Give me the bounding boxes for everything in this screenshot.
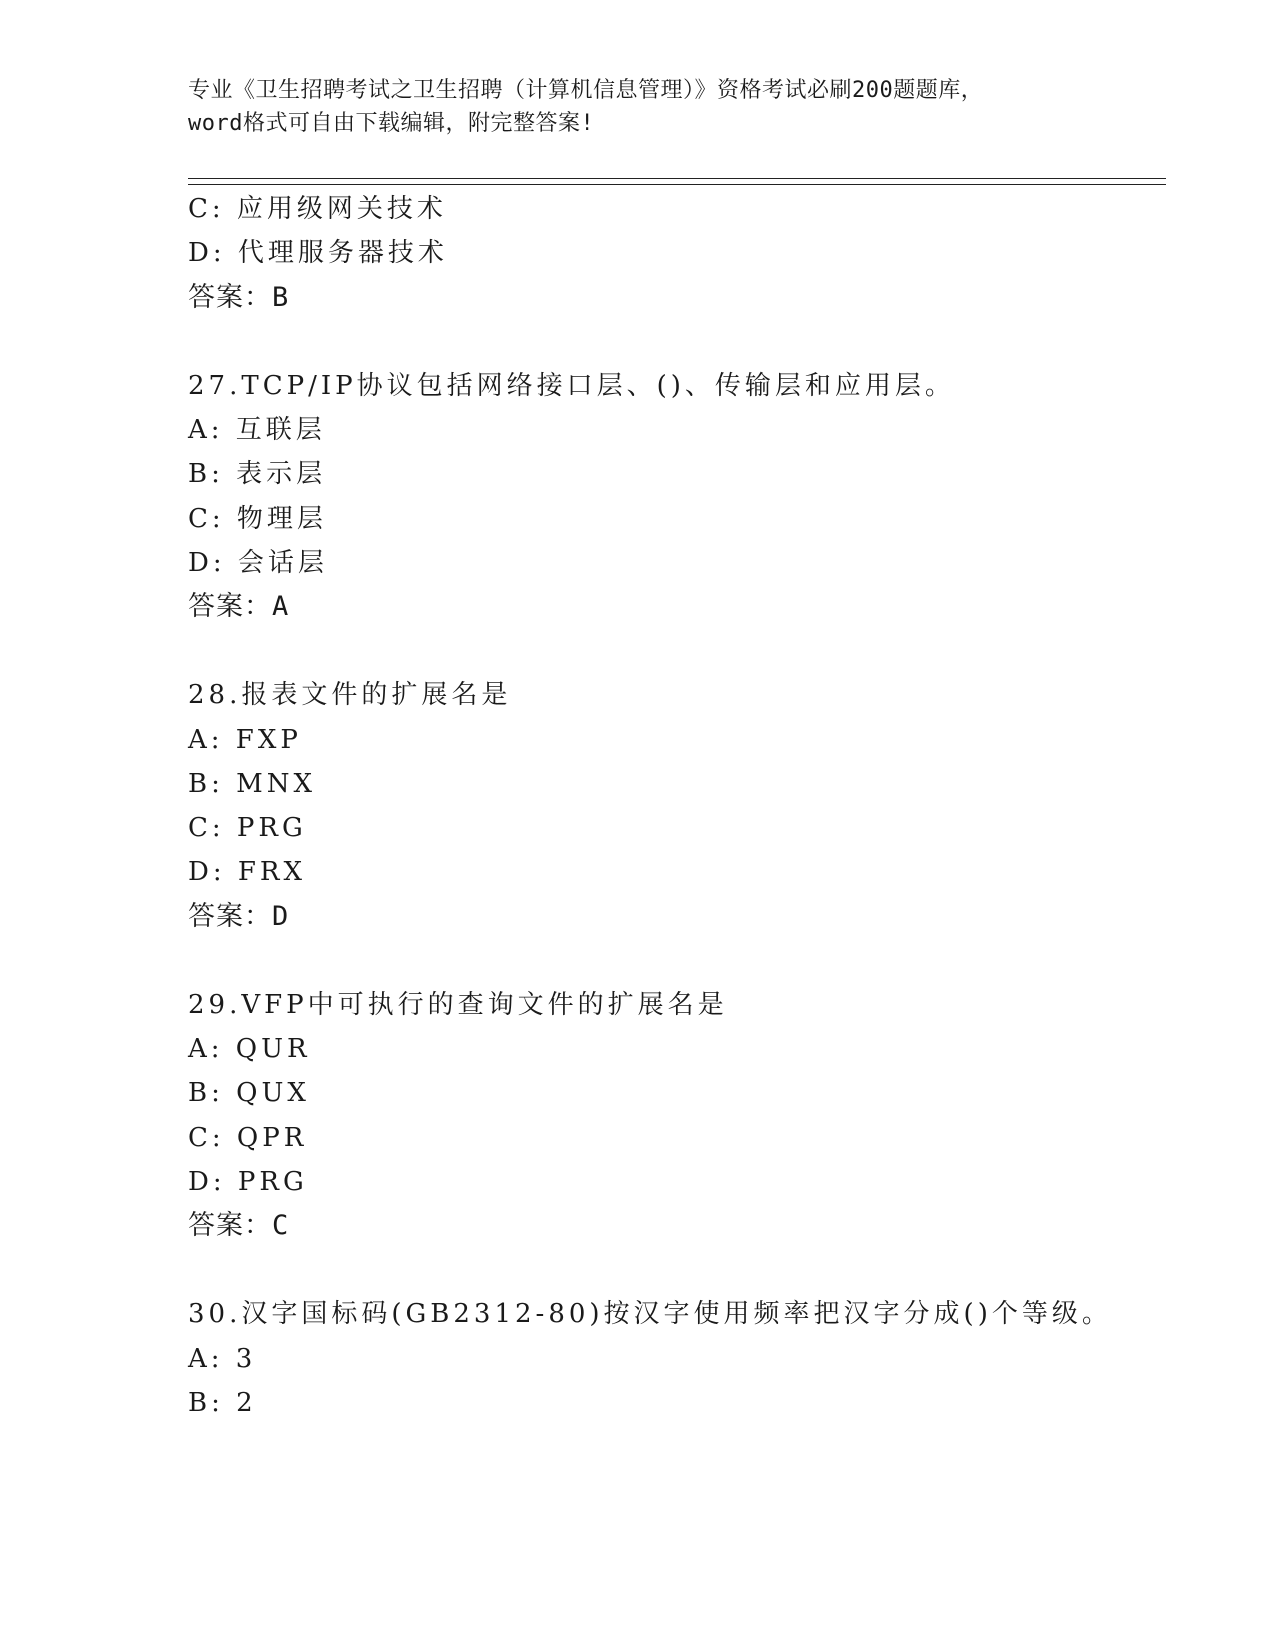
q26-answer: 答案：B [188, 282, 290, 313]
q26-option-d: D: 代理服务器技术 [188, 238, 448, 268]
q27-option-b: B: 表示层 [188, 459, 327, 489]
q28-option-d: D: FRX [188, 857, 306, 887]
q27-option-d: D: 会话层 [188, 548, 328, 578]
q28-answer: 答案：D [188, 901, 290, 932]
q27-answer: 答案：A [188, 591, 290, 622]
header-line-1: 专业《卫生招聘考试之卫生招聘（计算机信息管理）》资格考试必刷200题题库， [188, 78, 984, 103]
q28-option-a: A: FXP [188, 725, 302, 755]
q30-stem: 30.汉字国标码(GB2312-80)按汉字使用频率把汉字分成()个等级。 [188, 1299, 1112, 1329]
q27-option-a: A: 互联层 [188, 415, 326, 445]
q29-option-d: D: PRG [188, 1167, 308, 1197]
q27-stem: 27.TCP/IP协议包括网络接口层、()、传输层和应用层。 [188, 371, 955, 401]
q30-option-b: B: 2 [188, 1388, 257, 1418]
q29-option-c: C: QPR [188, 1123, 308, 1153]
q28-option-b: B: MNX [188, 769, 317, 799]
q29-option-b: B: QUX [188, 1078, 310, 1108]
header-line-2: word格式可自由下载编辑，附完整答案! [188, 111, 595, 136]
header-divider-bottom [188, 184, 1166, 185]
q28-option-c: C: PRG [188, 813, 307, 843]
q29-option-a: A: QUR [188, 1034, 311, 1064]
q28-stem: 28.报表文件的扩展名是 [188, 680, 512, 710]
q27-option-c: C: 物理层 [188, 504, 327, 534]
q29-stem: 29.VFP中可执行的查询文件的扩展名是 [188, 990, 728, 1020]
q29-answer: 答案：C [188, 1210, 290, 1241]
header-divider-top [188, 178, 1166, 179]
q30-option-a: A: 3 [188, 1344, 257, 1374]
q26-option-c: C: 应用级网关技术 [188, 194, 447, 224]
document-header [188, 74, 1108, 140]
